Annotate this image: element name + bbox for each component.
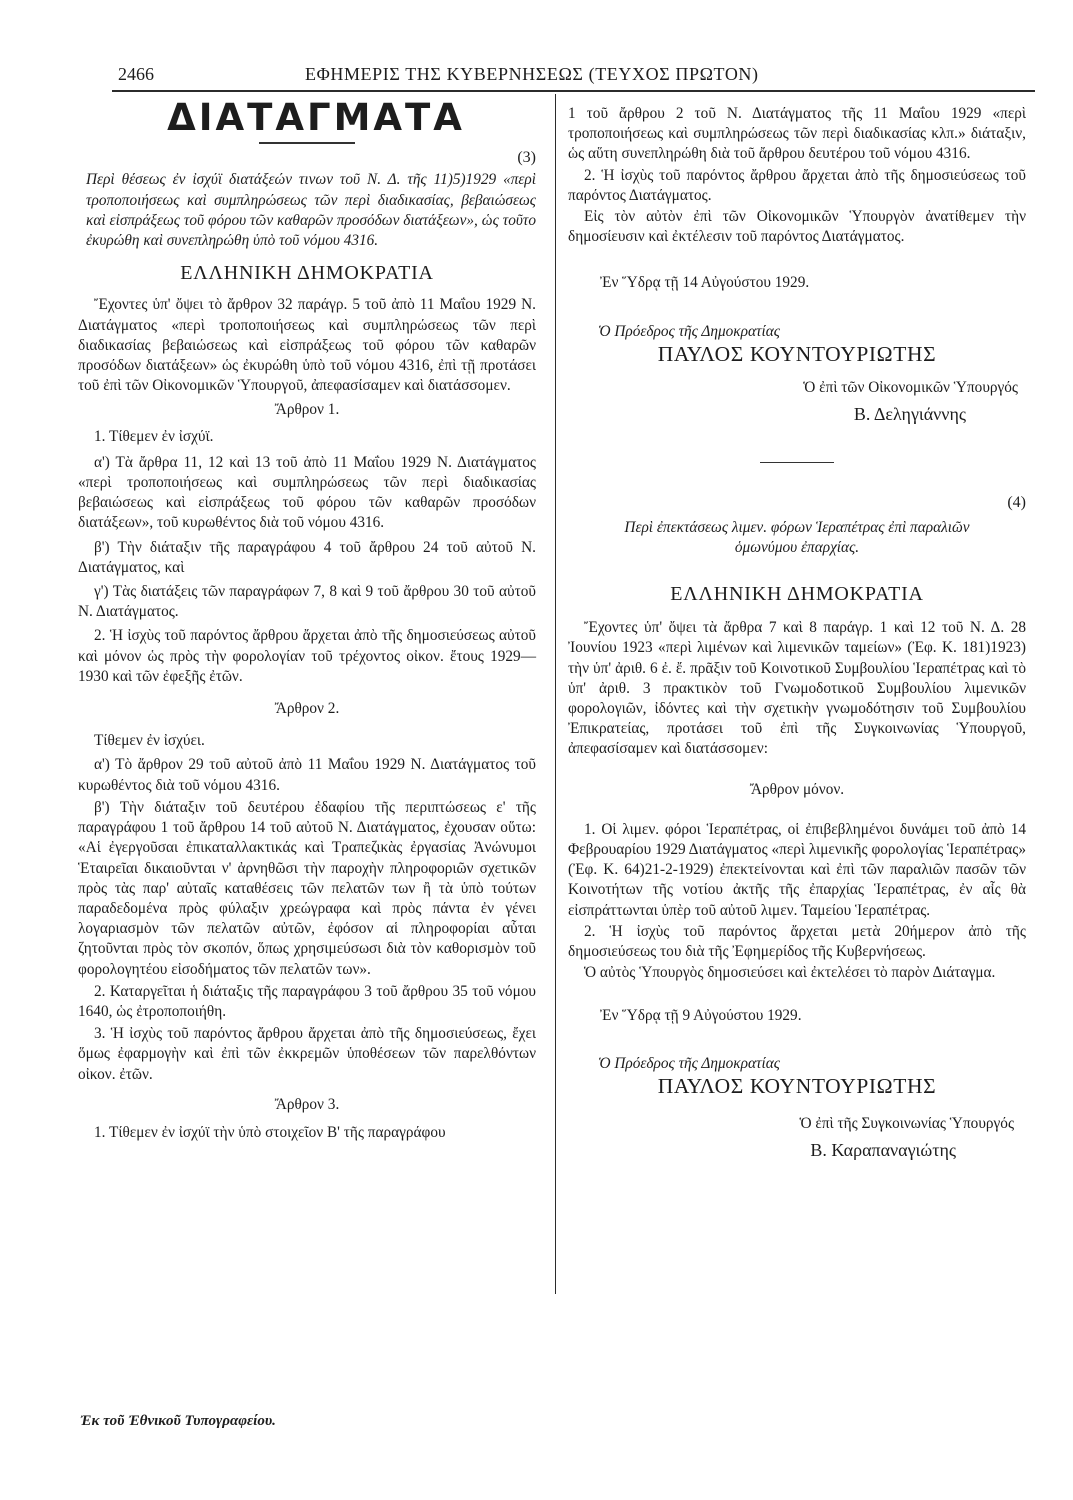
decree-4-para: 1. Οἱ λιμεν. φόροι Ἱεραπέτρας, οἱ ἐπιβεβλημένοι δυνάμει τοῦ ἀπὸ 14 Φεβρουαρίου 1929 Διατάγματος «περὶ λιμενικῆς φορολογίας Ἱεραπέτρας» (Ἐφ. Κ. 64)21-2-1929) ἐπεκτείνονται καὶ ἐπὶ τῶν παραλιῶν πασῶν τῶν Κοινοτήτων τῆς νοτίου ἀκτῆς τῆς ἐπαρχίας Ἱεραπέτρας, ἐν αἷς θὰ εἰσπράττωνται ὑπὲρ τοῦ αὐτοῦ λιμεν. Ταμείου Ἱεραπέτρας. [568, 820, 1026, 919]
decree-3-article-2-para: 3. Ἡ ἰσχὺς τοῦ παρόντος ἄρθρου ἄρχεται ἀπὸ τῆς δημοσιεύσεως, ἔχει ὅμως ἐφαρμογὴν καὶ ἐπὶ τῶν ἐκκρεμῶν ὑποθέσεων τῶν παρελθόντων οἰκον. ἐτῶν. [78, 1025, 536, 1083]
decree-3-subject: Περὶ θέσεως ἐν ἰσχύϊ διατάξεών τινων τοῦ Ν. Δ. τῆς 11)5)1929 «περὶ τροποποιήσεως καὶ συμπληρώσεως τῶν περὶ διαδικασίας, βεβαιώσεως καὶ εἰσπράξεως τοῦ φόρου τῶν καθαρῶν προσόδων διατάξεων», ὡς τοῦτο ἐκυρώθη καὶ συνεπληρώθη ὑπὸ τοῦ νόμου 4316. [86, 171, 536, 250]
title-rule [259, 142, 355, 144]
section-title: ΔΙΑΤΑΓΜΑΤΑ [167, 96, 465, 139]
decree-3-article-2-para: Τίθεμεν ἐν ἰσχύει. [94, 732, 205, 750]
decree-3-preamble: Ἔχοντες ὑπ' ὄψει τὸ ἄρθρον 32 παράγρ. 5 τοῦ ἀπὸ 11 Μαΐου 1929 Ν. Διατάγματος «περὶ τροποποιήσεως καὶ συμπληρώσεως τῶν περὶ διαδικασίας βεβαιώσεως καὶ εἰσπράξεως τοῦ φόρου τῶν καθαρῶν προσόδων διατάξεων» ὡς ἐκυρώθη ὑπὸ τοῦ νόμου 4316, ἐπὶ τῇ προτάσει τοῦ ἐπὶ τῶν Οἰκονομικῶν Ὑπουργοῦ, ἀπεφασίσαμεν καὶ διατάσσομεν. [78, 296, 536, 395]
decree-4-president-title: Ὁ Πρόεδρος τῆς Δημοκρατίας [598, 1054, 780, 1072]
decree-4-republic-heading: ΕΛΛΗΝΙΚΗ ΔΗΜΟΚΡΑΤΙΑ [670, 583, 924, 606]
header-rule [112, 90, 1035, 92]
decree-4-minister-name: Β. Καραπαναγιώτης [810, 1140, 956, 1161]
column-divider [555, 94, 556, 1294]
decree-4-preamble: Ἔχοντες ὑπ' ὄψει τὰ ἄρθρα 7 καὶ 8 παράγρ. 1 καὶ 12 τοῦ Ν. Δ. 28 Ἰουνίου 1923 «περὶ λιμένων καὶ λιμενικῶν ταμείων» (Ἐφ. Κ. 181)1923) τὴν ὑπ' ἀριθ. 6 ἐ. ἔ. πρᾶξιν τοῦ Κοινοτικοῦ Συμβουλίου Ἱεραπέτρας καὶ τὸ ὑπ' ἀριθ. 3 πρακτικὸν τοῦ Γνωμοδοτικοῦ Συμβουλίου λιμενικῶν φορολογιῶν, ἰδόντες καὶ τὴν σχετικὴν γνωμοδότησιν τοῦ Συμβουλίου Ἐπικρατείας, προτάσει τοῦ ἐπὶ τῆς Συγκοινωνίας Ὑπουργοῦ, ἀπεφασίσαμεν καὶ διατάσσομεν: [568, 619, 1026, 758]
decree-4-date: Ἐν Ὕδρᾳ τῇ 9 Αὐγούστου 1929. [600, 1006, 802, 1024]
separator-rule [760, 462, 834, 463]
decree-3-article-1-para: 2. Ἡ ἰσχὺς τοῦ παρόντος ἄρθρου ἄρχεται ἀπὸ τῆς δημοσιεύσεως αὐτοῦ καὶ μόνον ὡς πρὸς τὴν φορολογίαν τοῦ τρέχοντος οἰκον. ἔτους 1929—1930 καὶ τῶν ἐφεξῆς ἐτῶν. [78, 627, 536, 685]
decree-3-article-1-heading: Ἄρθρον 1. [274, 401, 340, 419]
decree-3-article-3-continued: 1 τοῦ ἄρθρου 2 τοῦ Ν. Διατάγματος τῆς 11 Μαΐου 1929 «περὶ τροποποιήσεως καὶ συμπληρώσεως τῶν περὶ διαδικασίας κλπ.» διάταξιν, ὡς αὕτη συνεπληρώθη διὰ τοῦ ἄρθρου δευτέρου τοῦ νόμου 4316. [568, 105, 1026, 163]
decree-3-president-name: ΠΑΥΛΟΣ ΚΟΥΝΤΟΥΡΙΩΤΗΣ [657, 341, 937, 366]
decree-3-article-2-heading: Ἄρθρον 2. [274, 700, 340, 718]
decree-3-article-2-para: 2. Καταργεῖται ἡ διάταξις τῆς παραγράφου 3 τοῦ ἄρθρου 35 τοῦ νόμου 1640, ὡς ἐτροποποιήθη. [78, 982, 536, 1020]
decree-3-president-title: Ὁ Πρόεδρος τῆς Δημοκρατίας [598, 322, 780, 340]
decree-4-number: (4) [1007, 494, 1026, 512]
decree-3-article-3-para: 2. Ἡ ἰσχὺς τοῦ παρόντος ἄρθρου ἄρχεται ἀπὸ τῆς δημοσιεύσεως τοῦ παρόντος Διατάγματος. [568, 166, 1026, 204]
decree-3-date: Ἐν Ὕδρᾳ τῇ 14 Αὐγούστου 1929. [600, 274, 810, 292]
decree-3-article-2-item-b: β') Τὴν διάταξιν τοῦ δευτέρου ἐδαφίου τῆς περιπτώσεως ε' τῆς παραγράφου 1 τοῦ ἄρθρου 14 τοῦ αὐτοῦ Ν. Διατάγματος, ἐχουσαν οὕτω: «Αἱ ἐγεργοῦσαι ἐπικαταλλακτικάς καὶ Τραπεζικὰς ἐργασίας Ἀνώνυμοι Ἑταιρεῖαι δικαιοῦνται ν' ἀρνηθῶσι τὴν παροχὴν πληροφοριῶν σχετικῶν πρὸς τὰς παρ' αὐταῖς καταθέσεις τῶν πελατῶν των ἢ τὰ ὑπὸ τούτων παραδεδομένα πρὸς φύλαξιν χρεώγραφα καὶ πρὸς πάντα ἐν γένει λογαριασμὸν τῶν πελατῶν αὐτῶν, ἐφόσον αἱ πληροφορίαι αὗται ζητοῦνται πρὸς τὸν σκοπόν, ὅπως χρησιμεύσωσι διὰ τὸν καθορισμὸν τοῦ φορολογητέου εἰσοδήματος τῶν πελατῶν των». [78, 798, 536, 978]
decree-3-minister-name: Β. Δεληγιάννης [853, 404, 966, 425]
decree-3-article-1-item-a: α') Τὰ ἄρθρα 11, 12 καὶ 13 τοῦ ἀπὸ 11 Μαΐου 1929 Ν. Διατάγματος «περὶ τροποποιήσεως καὶ συμπληρώσεως τῶν περὶ διαδικασίας βεβαιώσεως καὶ εἰσπράξεως τοῦ φόρου τῶν καθαρῶν προσόδων διατάξεων», τοῦ κυρωθέντος διὰ τοῦ νόμου 4316. [78, 453, 536, 532]
decree-4-subject: Περὶ ἐπεκτάσεως λιμεν. φόρων Ἱεραπέτρας ἐπὶ παραλιῶν ὁμωνύμου ἐπαρχίας. [624, 518, 970, 556]
left-column [78, 96, 536, 1143]
decree-3-article-1-item-c: γ') Τὰς διατάξεις τῶν παραγράφων 7, 8 καὶ 9 τοῦ ἄρθρου 30 τοῦ αὐτοῦ Ν. Διατάγματος. [78, 583, 536, 621]
decree-3-article-2-item-a: α') Τὸ ἄρθρον 29 τοῦ αὐτοῦ ἀπὸ 11 Μαΐου 1929 Ν. Διατάγματος τοῦ κυρωθέντος διὰ τοῦ νόμου 4316. [78, 756, 536, 794]
decree-3-article-3-heading: Ἄρθρον 3. [274, 1095, 340, 1113]
decree-3-article-1-item-b: β') Τὴν διάταξιν τῆς παραγράφου 4 τοῦ ἄρθρου 24 τοῦ αὐτοῦ Ν. Διατάγματος, καὶ [78, 538, 536, 576]
decree-4-article-heading: Ἄρθρον μόνον. [749, 780, 845, 798]
decree-3-article-1-para: 1. Τίθεμεν ἐν ἰσχύϊ. [94, 427, 214, 445]
decree-3-republic-heading: ΕΛΛΗΝΙΚΗ ΔΗΜΟΚΡΑΤΙΑ [180, 262, 434, 285]
decree-4-para: 2. Ἡ ἰσχὺς τοῦ παρόντος ἄρχεται μετὰ 20ήμερον ἀπὸ τῆς δημοσιεύσεως του διὰ τῆς Ἐφημερίδος τῆς Κυβερνήσεως. [568, 922, 1026, 961]
printer-footer: Ἐκ τοῦ Ἐθνικοῦ Τυπογραφείου. [80, 1413, 276, 1429]
decree-4-minister-title: Ὁ ἐπὶ τῆς Συγκοινωνίας Ὑπουργός [799, 1115, 1014, 1133]
decree-4-president-name: ΠΑΥΛΟΣ ΚΟΥΝΤΟΥΡΙΩΤΗΣ [657, 1073, 937, 1098]
decree-4-para: Ὁ αὐτὸς Ὑπουργὸς δημοσιεύσει καὶ ἐκτελέσει τὸ παρὸν Διάταγμα. [584, 964, 996, 982]
gazette-title: ΕΦΗΜΕΡΙΣ ΤΗΣ ΚΥΒΕΡΝΗΣΕΩΣ (ΤΕΥΧΟΣ ΠΡΩΤΟΝ) [305, 64, 759, 84]
right-column [568, 104, 1026, 1161]
page-number: 2466 [118, 64, 154, 84]
decree-3-minister-title: Ὁ ἐπὶ τῶν Οἰκονομικῶν Ὑπουργός [803, 379, 1018, 397]
decree-3-number: (3) [517, 149, 536, 167]
decree-3-article-3-para: 1. Τίθεμεν ἐν ἰσχύϊ τὴν ὑπὸ στοιχεῖον Β' τῆς παραγράφου [94, 1123, 446, 1141]
decree-3-article-3-para: Εἰς τὸν αὐτὸν ἐπὶ τῶν Οἰκονομικῶν Ὑπουργὸν ἀνατίθεμεν τὴν δημοσίευσιν καὶ ἐκτέλεσιν τοῦ παρόντος Διατάγματος. [568, 208, 1026, 246]
